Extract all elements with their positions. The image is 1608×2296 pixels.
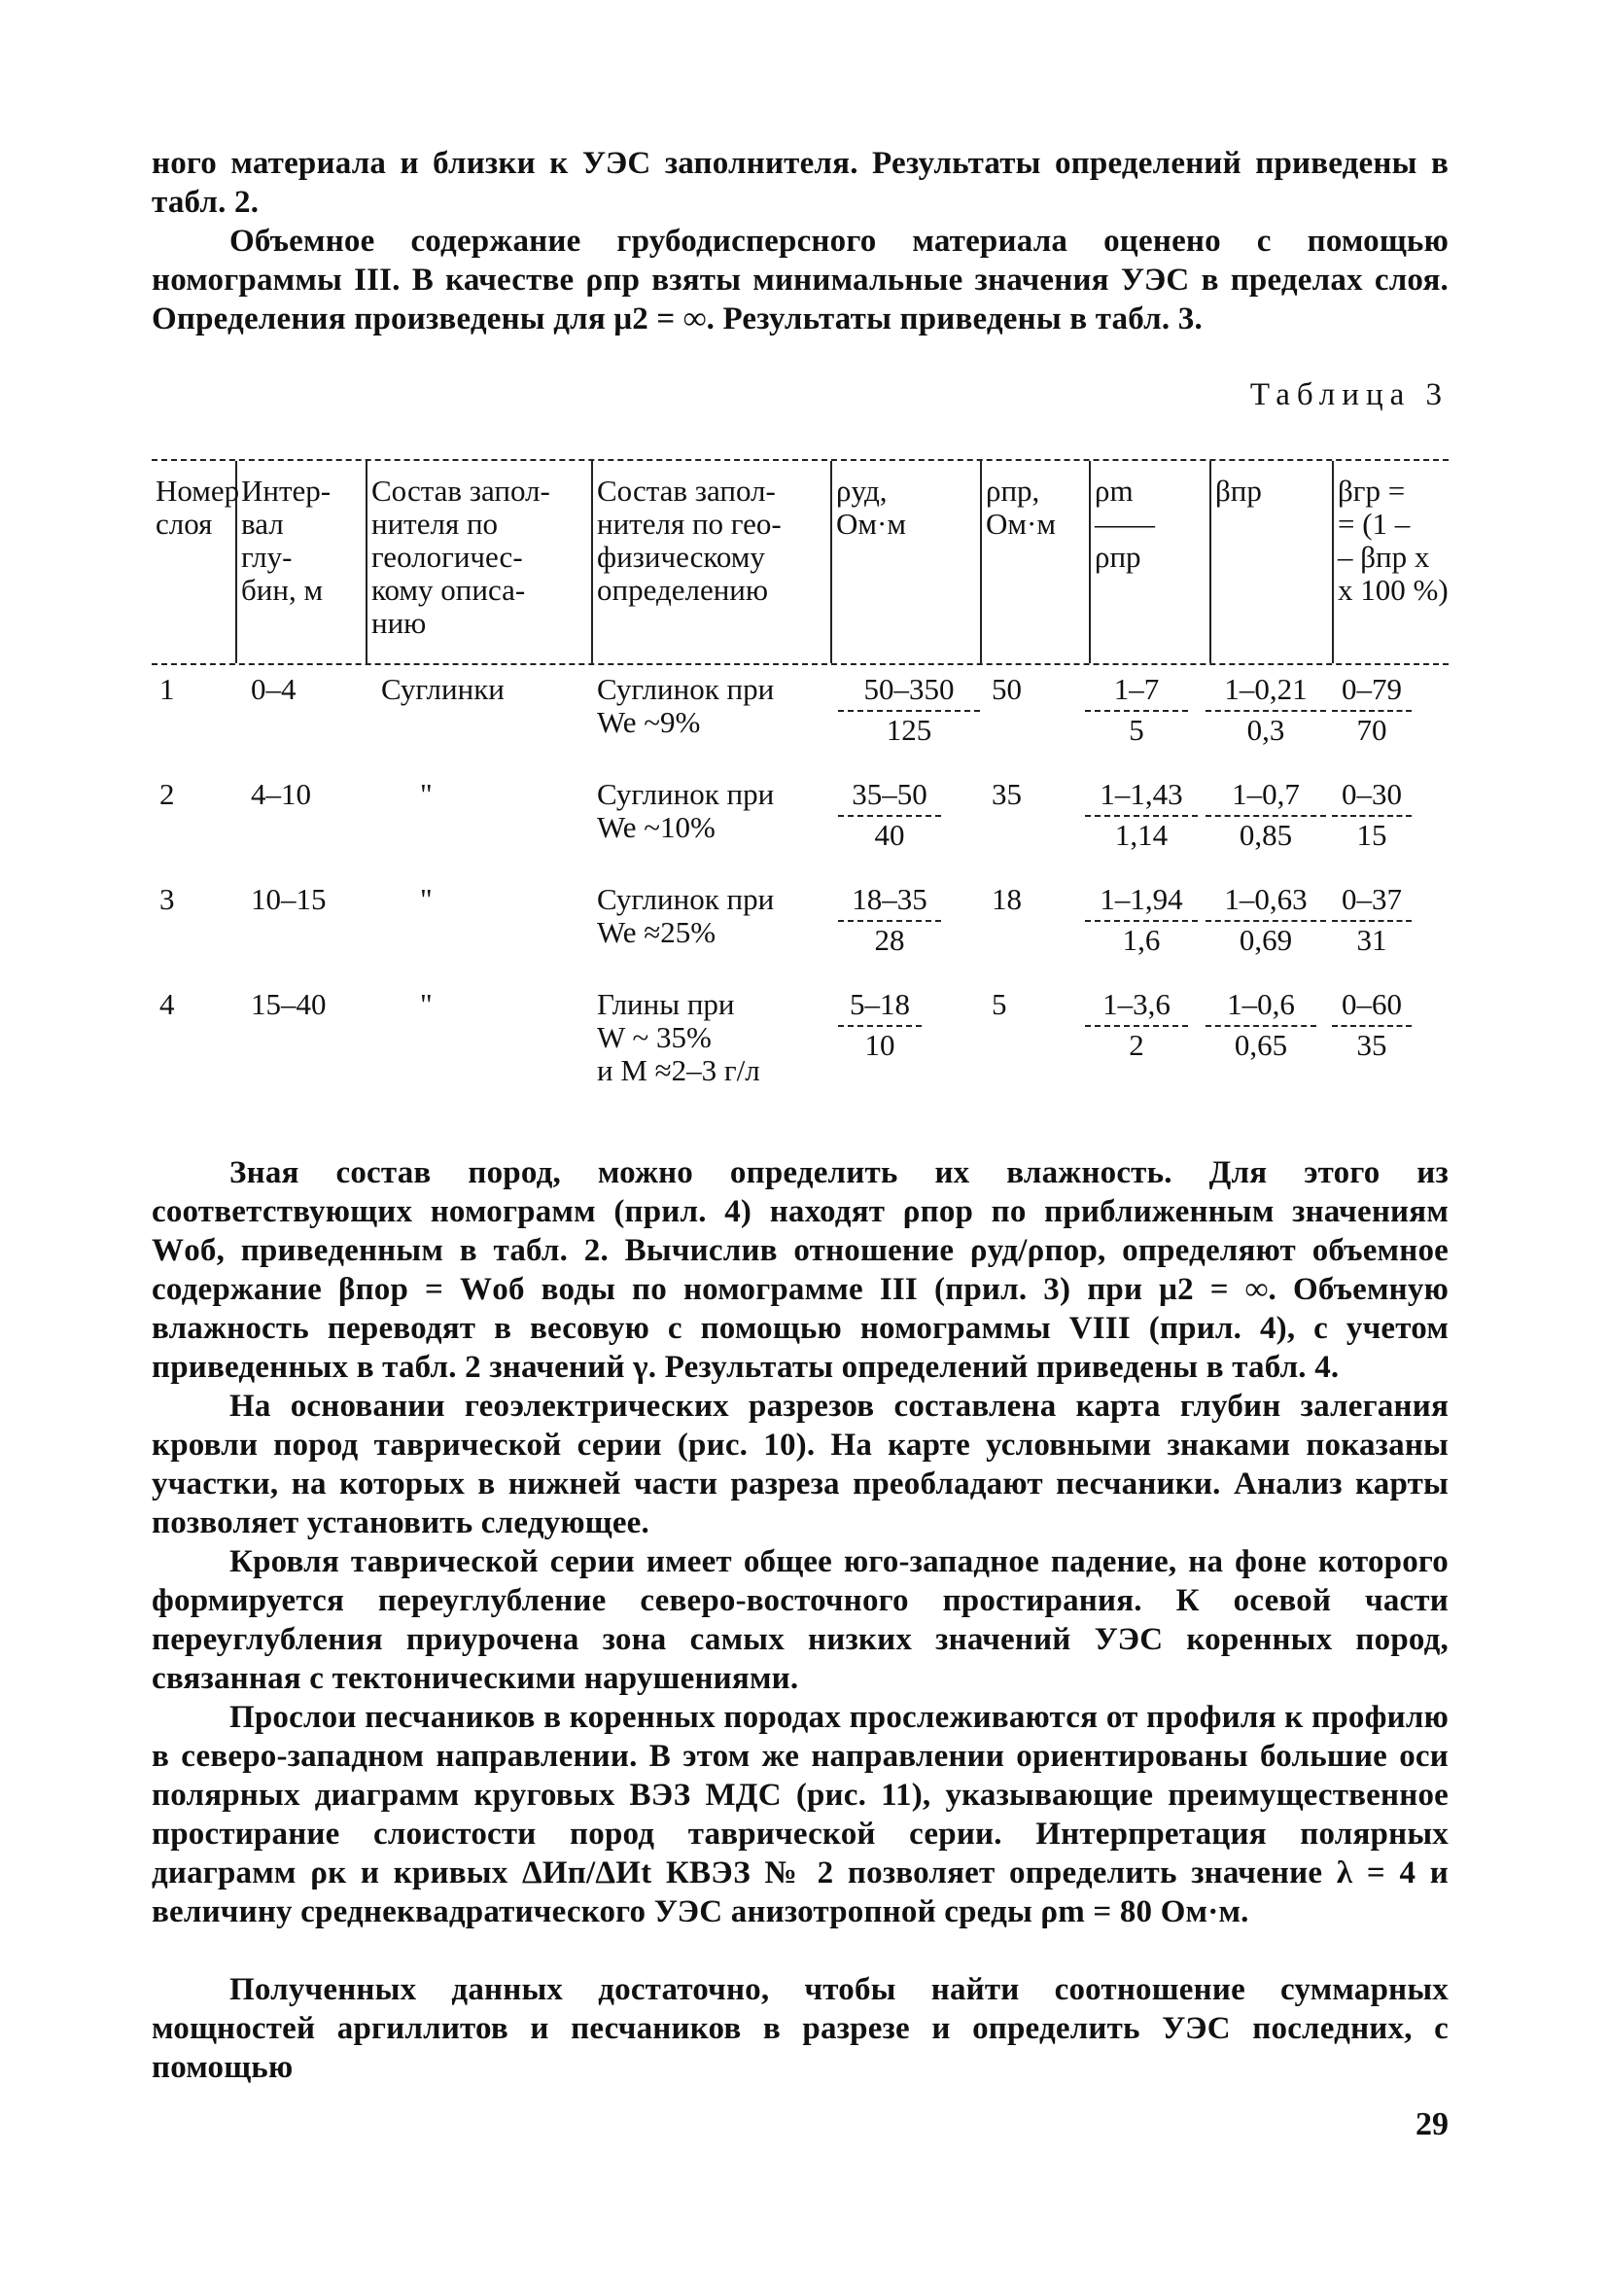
beta-gr-range: 0–60 [1342, 987, 1402, 1021]
beta-gr-mean: 15 [1356, 818, 1387, 852]
cell-interval: 0–4 [251, 672, 297, 706]
beta-pr-mean: 0,69 [1239, 923, 1293, 957]
paragraph-2: Объемное содержание грубодисперсного материала оценено с помощью номограммы III. В качестве ρпр взяты минимальные значения УЭС в пределах слоя. Определения произведены для μ2 = ∞. Результаты приведены в табл. 3. [152, 224, 1449, 336]
cell-rho-ud [836, 673, 982, 747]
paragraph-7: Полученных данных достаточно, чтобы найти соотношение суммарных мощностей аргиллитов и песчаников в разрезе и определить УЭС последних, с помощью [152, 1972, 1449, 2085]
cell-rho-ud [836, 988, 924, 1062]
paragraph-6: Прослои песчаников в коренных породах прослеживаются от профиля к профилю в северо-западном направлении. В этом же направлении ориентированы большие оси полярных диаграмм круговых ВЭЗ МДС (рис. 11), указывающие преимущественное простирание слоистости пород таврической серии. Интерпретация полярных диаграмм ρк и кривых ΔИп/ΔИt КВЭЗ № 2 позволяет определить значение λ = 4 и величину среднеквадратического УЭС анизотропной среды ρm = 80 Ом·м. [152, 1700, 1449, 1929]
cell-beta-pr [1204, 673, 1328, 747]
beta-pr-mean: 0,85 [1239, 818, 1293, 852]
ratio-range: 1–3,6 [1102, 987, 1171, 1021]
table-caption: Таблица 3 [1249, 377, 1449, 412]
cell-layer-number: 3 [159, 882, 175, 916]
cell-rho-pr: 50 [992, 672, 1022, 706]
cell-geophys: Суглинок при We ~9% [597, 672, 775, 739]
paragraph-1: ного материала и близки к УЭС заполнителя. Результаты определений приведены в табл. 2. [152, 146, 1449, 220]
beta-pr-mean: 0,65 [1234, 1028, 1288, 1062]
rho-ud-mean: 10 [864, 1028, 895, 1062]
beta-gr-mean: 31 [1356, 923, 1387, 957]
header-beta-pr: βпр [1211, 461, 1334, 663]
table-header [152, 459, 1449, 665]
cell-rho-ud [836, 778, 943, 852]
table-row [152, 980, 1449, 1113]
cell-geophys: Глины при W ~ 35% и M ≈2–3 г/л [597, 987, 760, 1087]
cell-beta-gr [1330, 673, 1414, 747]
beta-pr-range: 1–0,21 [1224, 672, 1308, 706]
table-row [152, 770, 1449, 875]
cell-layer-number: 4 [159, 987, 175, 1021]
beta-gr-mean: 35 [1356, 1028, 1387, 1062]
ratio-mean: 1,6 [1122, 923, 1161, 957]
paragraph-3: Зная состав пород, можно определить их влажность. Для этого из соответствующих номограмм (прил. 4) находят ρпор по приближенным значениям Wоб, приведенным в табл. 2. Вычислив отношение ρуд/ρпор, определяют объемное содержание βпор = Wоб воды по номограмме III (прил. 3) при μ2 = ∞. Объемную влажность переводят в весовую с помощью номограммы VIII (прил. 4), с учетом приведенных в табл. 2 значений γ. Результаты определений приведены в табл. 4. [152, 1155, 1449, 1385]
cell-beta-pr [1204, 988, 1318, 1062]
cell-rho-ud [836, 883, 943, 957]
rho-ud-range: 5–18 [850, 987, 910, 1021]
cell-layer-number: 1 [159, 672, 175, 706]
beta-pr-mean: 0,3 [1246, 713, 1285, 747]
cell-beta-pr [1204, 883, 1328, 957]
cell-layer-number: 2 [159, 777, 175, 811]
beta-pr-range: 1–0,6 [1227, 987, 1295, 1021]
beta-pr-range: 1–0,63 [1224, 882, 1308, 916]
cell-ratio [1083, 988, 1190, 1062]
rho-ud-range: 18–35 [852, 882, 927, 916]
ratio-range: 1–1,43 [1100, 777, 1183, 811]
beta-gr-mean: 70 [1356, 713, 1387, 747]
beta-gr-range: 0–30 [1342, 777, 1402, 811]
header-geological-composition: Состав запол- нителя по геологичес- кому описа- нию [367, 461, 593, 663]
cell-geo: " [420, 777, 433, 811]
header-depth-interval: Интер- вал глу- бин, м [237, 461, 367, 663]
rho-ud-range: 35–50 [852, 777, 927, 811]
cell-geo: Суглинки [381, 672, 505, 706]
ratio-mean: 5 [1129, 713, 1144, 747]
header-rho-pr: ρпр, Ом·м [982, 461, 1091, 663]
rho-ud-mean: 125 [886, 713, 932, 747]
beta-gr-range: 0–37 [1342, 882, 1402, 916]
rho-ud-mean: 28 [874, 923, 905, 957]
cell-geo: " [420, 987, 433, 1021]
beta-pr-range: 1–0,7 [1232, 777, 1300, 811]
header-rho-ratio: ρm —— ρпр [1091, 461, 1211, 663]
header-geophysical-composition: Состав запол- нителя по гео- физическому определению [593, 461, 832, 663]
beta-gr-range: 0–79 [1342, 672, 1402, 706]
header-beta-gr: βгр = = (1 – – βпр x x 100 %) [1338, 474, 1449, 607]
ratio-range: 1–7 [1113, 672, 1160, 706]
cell-rho-pr: 35 [992, 777, 1022, 811]
cell-rho-pr: 5 [992, 987, 1007, 1021]
ratio-mean: 2 [1129, 1028, 1144, 1062]
table-row [152, 665, 1449, 770]
rho-ud-range: 50–350 [863, 672, 955, 706]
page-number: 29 [1416, 2106, 1449, 2142]
cell-ratio [1083, 883, 1200, 957]
paragraph-5: Кровля таврической серии имеет общее юго-западное падение, на фоне которого формируется переуглубление северо-восточного простирания. К осевой части переуглубления приурочена зона самых низких значений УЭС коренных пород, связанная с тектоническими нарушениями. [152, 1544, 1449, 1696]
cell-beta-gr [1330, 883, 1414, 957]
cell-interval: 4–10 [251, 777, 311, 811]
cell-geo: " [420, 882, 433, 916]
rho-ud-mean: 40 [874, 818, 905, 852]
cell-interval: 10–15 [251, 882, 327, 916]
ratio-range: 1–1,94 [1100, 882, 1183, 916]
paragraph-4: На основании геоэлектрических разрезов составлена карта глубин залегания кровли пород таврической серии (рис. 10). На карте условными знаками показаны участки, на которых в нижней части разреза преобладают песчаники. Анализ карты позволяет установить следующее. [152, 1389, 1449, 1540]
cell-ratio [1083, 673, 1190, 747]
ratio-mean: 1,14 [1114, 818, 1169, 852]
table-3 [152, 459, 1449, 1113]
cell-interval: 15–40 [251, 987, 327, 1021]
header-rho-ud: ρуд, Ом·м [832, 461, 982, 663]
cell-beta-gr [1330, 778, 1414, 852]
table-body [152, 665, 1449, 1113]
table-row [152, 875, 1449, 980]
cell-beta-gr [1330, 988, 1414, 1062]
cell-beta-pr [1204, 778, 1328, 852]
header-layer-number: Номер слоя [152, 461, 237, 663]
cell-geophys: Суглинок при We ~10% [597, 777, 775, 844]
cell-ratio [1083, 778, 1200, 852]
cell-geophys: Суглинок при We ≈25% [597, 882, 775, 949]
cell-rho-pr: 18 [992, 882, 1022, 916]
